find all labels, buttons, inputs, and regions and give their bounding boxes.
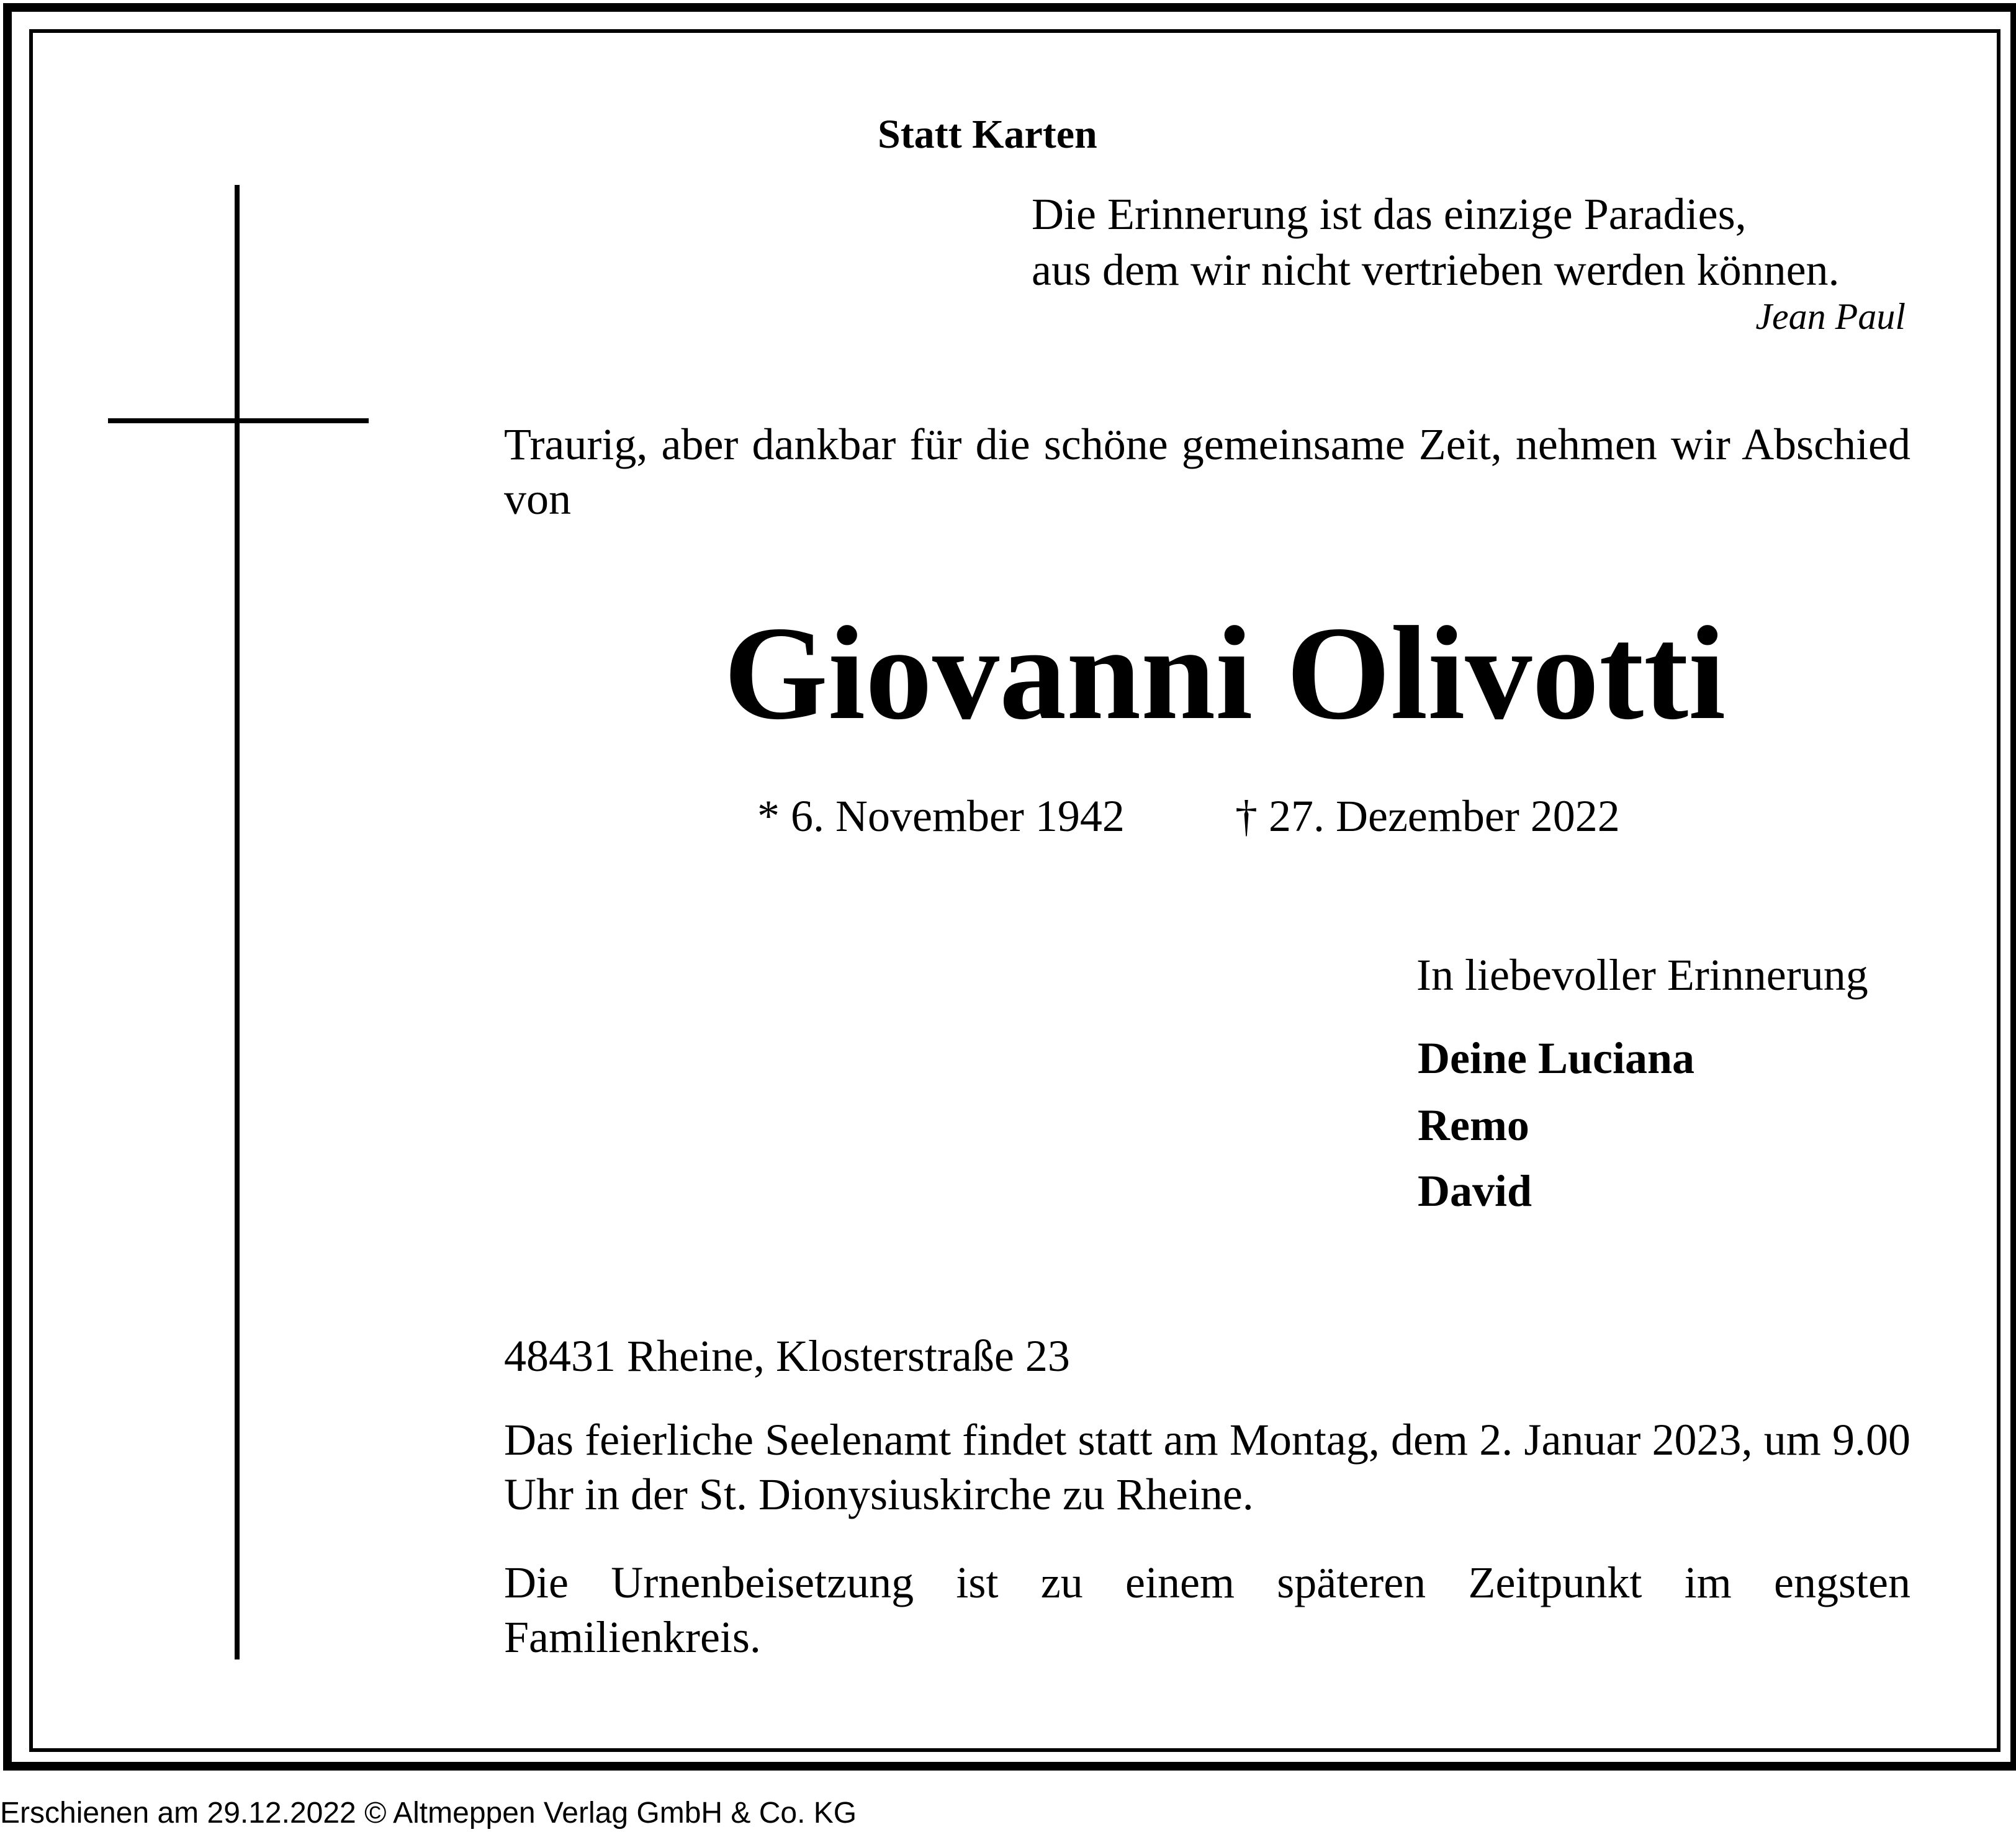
address: 48431 Rheine, Klosterstraße 23 bbox=[504, 1331, 1070, 1381]
notice-header: Statt Karten bbox=[878, 112, 1097, 157]
quote bbox=[1032, 186, 1840, 298]
mourner-name: Deine Luciana bbox=[1418, 1033, 1695, 1083]
mourner-name: Remo bbox=[1418, 1100, 1529, 1150]
intro-text: Traurig, aber dankbar für die schöne gemeinsame Zeit, nehmen wir Abschied von bbox=[504, 420, 1910, 524]
quote-line-2: aus dem wir nicht vertrieben werden können. bbox=[1032, 245, 1840, 295]
deceased-name: Giovanni Olivotti bbox=[724, 599, 1726, 747]
quote-author: Jean Paul bbox=[1755, 296, 1906, 337]
service-info: Das feierliche Seelenamt findet statt am Montag, dem 2. Januar 2023, um 9.00 Uhr in der St. Dionysiuskirche zu Rheine. bbox=[504, 1415, 1910, 1519]
birth-date: * 6. November 1942 bbox=[757, 791, 1125, 841]
death-date: † 27. Dezember 2022 bbox=[1235, 791, 1620, 841]
quote-line-1: Die Erinnerung ist das einzige Paradies, bbox=[1032, 189, 1747, 239]
mourner-name: David bbox=[1418, 1166, 1532, 1216]
cross-icon-horizontal-bar bbox=[108, 418, 369, 423]
cross-icon-vertical-bar bbox=[235, 185, 240, 1659]
burial-info: Die Urnenbeisetzung ist zu einem späteren Zeitpunkt im engsten Familienkreis. bbox=[504, 1558, 1910, 1662]
publication-footer: Erschienen am 29.12.2022 © Altmeppen Verlag GmbH & Co. KG bbox=[0, 1797, 857, 1830]
memory-line: In liebevoller Erinnerung bbox=[1416, 950, 1868, 1000]
